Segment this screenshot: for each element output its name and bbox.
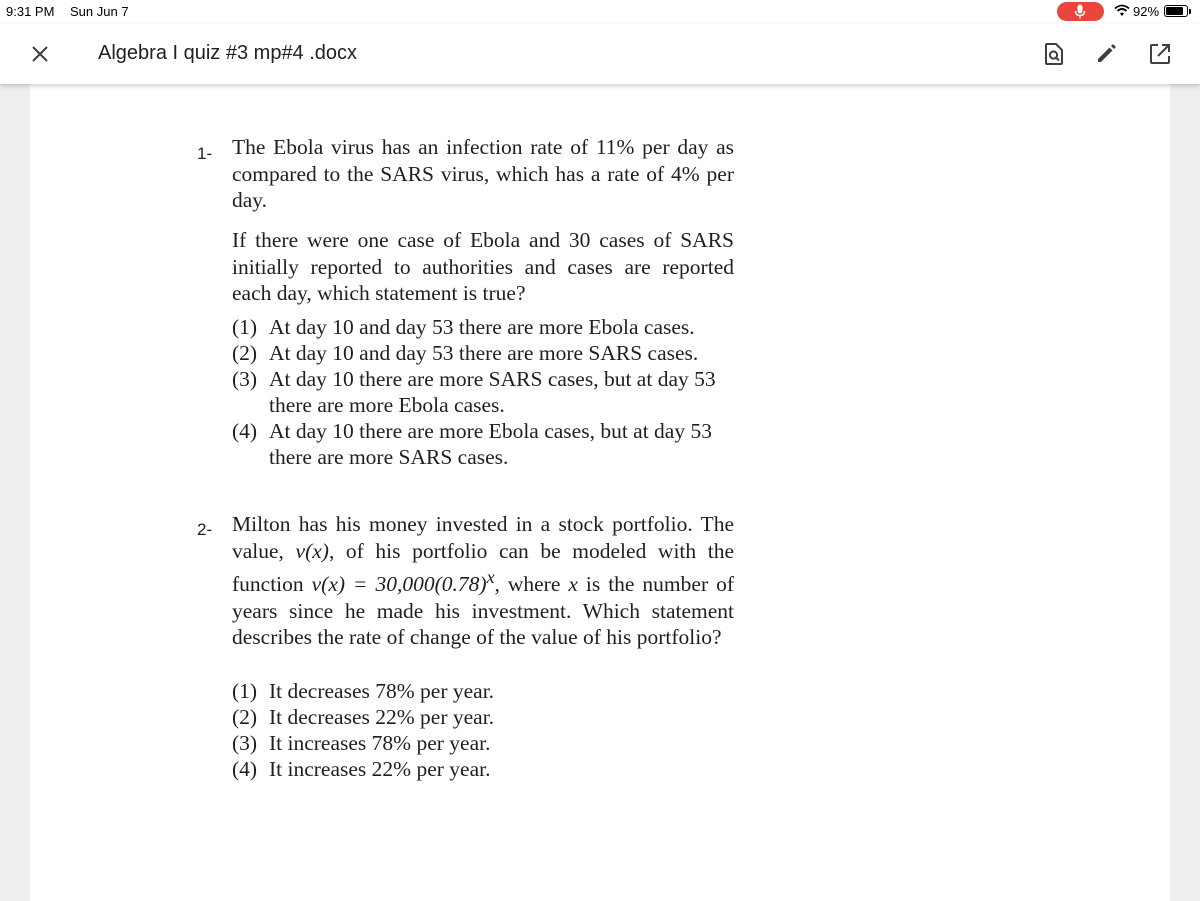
question-1-question: If there were one case of Ebola and 30 cases of SARS initially reported to authorities and cases are reported each day, which statement is true? <box>232 228 734 305</box>
option <box>232 418 734 470</box>
question-2-options <box>232 678 734 782</box>
app-bar <box>0 24 1200 84</box>
open-in-app-button[interactable] <box>1146 40 1174 68</box>
question-1-prompt: The Ebola virus has an infection rate of 11% per day as compared to the SARS virus, which has a rate of 4% per day. <box>232 135 734 212</box>
question-1-number: 1- <box>197 144 213 163</box>
open-external-icon <box>1149 43 1171 65</box>
prompt-text: , of his portfolio can be modeled with the function <box>232 538 735 597</box>
wifi-icon <box>1114 4 1130 17</box>
option-number: (2) <box>232 705 258 729</box>
microphone-icon <box>1074 4 1086 19</box>
option-text: At day 10 and day 53 there are more SARS cases. <box>269 341 699 365</box>
option <box>232 366 734 418</box>
v-of-x: v(x) <box>295 538 329 563</box>
document-page <box>30 84 1170 901</box>
question-1-options <box>232 314 734 470</box>
close-button[interactable] <box>26 40 54 68</box>
option-text: It decreases 78% per year. <box>269 679 495 703</box>
function-exponent <box>487 567 495 587</box>
function-expression: v(x) = 30,000(0.78) <box>311 572 487 597</box>
option <box>232 678 734 704</box>
option <box>232 340 734 366</box>
prompt-text: , where <box>494 572 569 597</box>
option <box>232 704 734 730</box>
battery-tip <box>1189 9 1191 14</box>
option-text: It increases 78% per year. <box>269 731 491 755</box>
status-bar <box>0 0 1200 24</box>
status-time: 9:31 PM <box>6 4 55 19</box>
option-number: (2) <box>232 341 258 365</box>
exponent-x: x <box>486 567 495 587</box>
option-number: (4) <box>232 757 258 781</box>
status-date: Sun Jun 7 <box>70 4 129 19</box>
option-text: At day 10 and day 53 there are more Ebola cases. <box>269 315 695 339</box>
option-number: (4) <box>232 419 258 443</box>
option <box>232 730 734 756</box>
prompt-text: Milton has his money invested in a stock portfolio. The value, <box>232 512 734 563</box>
variable-x: x <box>568 572 578 597</box>
option-number: (3) <box>232 731 258 755</box>
option-number: (3) <box>232 367 258 391</box>
battery-fill <box>1166 7 1183 15</box>
document-viewer[interactable] <box>0 84 1200 901</box>
edit-button[interactable] <box>1092 40 1120 68</box>
document-title: Algebra I quiz #3 mp#4 .docx <box>98 42 358 64</box>
question-2-number: 2- <box>197 520 213 539</box>
option-text: It increases 22% per year. <box>269 757 491 781</box>
find-in-page-icon <box>1043 42 1065 66</box>
option-number: (1) <box>232 315 258 339</box>
microphone-indicator <box>1057 2 1104 21</box>
edit-pencil-icon <box>1095 43 1117 65</box>
option <box>232 756 734 782</box>
battery-percent: 92% <box>1133 4 1160 19</box>
find-in-page-button[interactable] <box>1040 40 1068 68</box>
question-2-prompt <box>232 511 734 651</box>
option-text: At day 10 there are more SARS cases, but at day 53 there are more Ebola cases. <box>269 367 716 417</box>
prompt-text: is the number of years since he made his investment. Which statement describes the rate of change of the value of his portfolio? <box>232 572 734 650</box>
option-number: (1) <box>232 679 258 703</box>
option-text: It decreases 22% per year. <box>269 705 495 729</box>
option <box>232 314 734 340</box>
battery-icon <box>1164 5 1188 17</box>
close-icon <box>31 45 49 63</box>
option-text: At day 10 there are more Ebola cases, but at day 53 there are more SARS cases. <box>269 419 712 469</box>
